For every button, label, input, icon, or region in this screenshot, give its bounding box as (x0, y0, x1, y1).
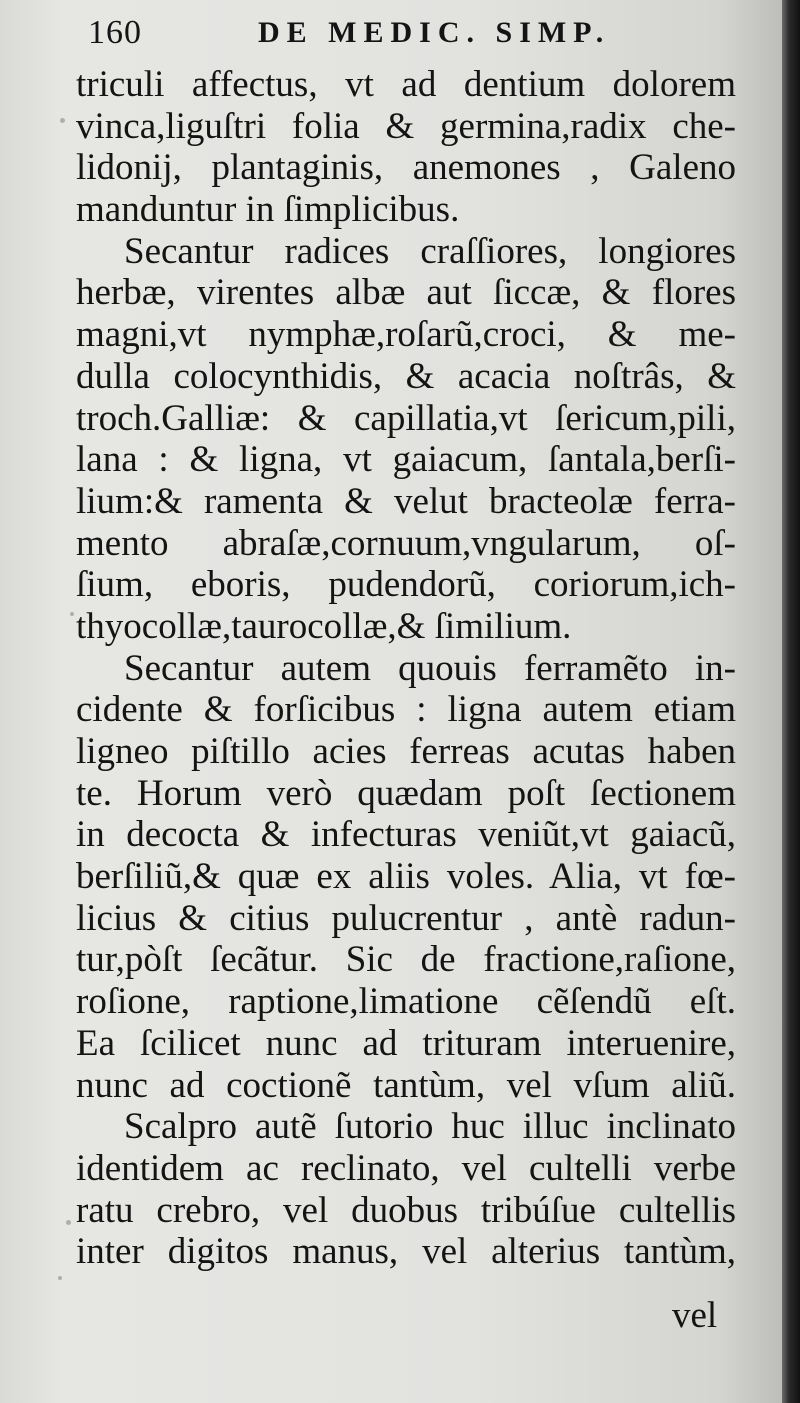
text-line: lidonij, plantaginis, anemones , Galeno (76, 147, 736, 189)
paper-speck (58, 1276, 62, 1280)
text-line: ſium, eboris, pudendorũ, coriorum,ich- (76, 564, 736, 606)
text-line: nunc ad coctionẽ tantùm, vel vſum aliũ. (76, 1064, 736, 1106)
text-line: roſione, raptione,limatione cẽſendũ eſt. (76, 981, 736, 1023)
text-line: ratu crebro, vel duobus tribúſue cultellis (76, 1189, 736, 1231)
text-line: mento abraſæ,cornuum,vngularum, oſ- (76, 522, 736, 564)
paragraph-start-line: Secantur radices craſſiores, longiores (124, 230, 736, 272)
running-head: DE MEDIC. SIMP. (258, 16, 611, 49)
text-line: berſiliũ,& quæ ex aliis voles. Alia, vt fœ- (76, 856, 736, 898)
text-line: inter digitos manus, vel alterius tantùm, (76, 1231, 736, 1273)
paper-speck (60, 118, 65, 123)
text-line: herbæ, virentes albæ aut ſiccæ, & flores (76, 272, 736, 314)
text-line: licius & citius pulucrentur , antè radun- (76, 897, 736, 939)
text-line: in decocta & infecturas veniũt,vt gaiacũ, (76, 814, 736, 856)
text-line: ligneo piſtillo acies ferreas acutas haben (76, 731, 736, 772)
text-line: vinca,liguſtri folia & germina,radix che- (76, 105, 736, 147)
paper-speck (70, 612, 74, 616)
text-line: manduntur in ſimplicibus. (76, 189, 460, 231)
text-line: magni,vt nymphæ,roſarũ,croci, & me- (76, 314, 736, 356)
text-line: cidente & forſicibus : ligna autem etiam (76, 689, 736, 731)
text-line: thyocollæ,taurocollæ,& ſimilium. (76, 605, 572, 647)
book-gutter (782, 0, 800, 1403)
text-line: Ea ſcilicet nunc ad trituram interuenire, (76, 1022, 736, 1064)
text-line: identidem ac reclinato, vel cultelli verbe (76, 1147, 736, 1189)
text-line: lana : & ligna, vt gaiacum, ſantala,berſi- (76, 439, 736, 481)
page-number: 160 (88, 14, 142, 51)
paragraph-start-line: Secantur autem quouis ferramẽto in- (124, 647, 736, 689)
paper-speck (66, 1220, 71, 1225)
catchword: vel (672, 1295, 718, 1336)
paragraph-start-line: Scalpro autẽ ſutorio huc illuc inclinato (124, 1106, 736, 1148)
text-line: lium:& ramenta & velut bracteolæ ferra- (76, 480, 736, 522)
text-line: te. Horum verò quædam poſt ſectionem (76, 772, 736, 814)
text-line: tur,pòſt ſecãtur. Sic de fractione,raſione, (76, 939, 736, 981)
text-line: triculi affectus, vt ad dentium dolorem (76, 64, 736, 105)
text-line: dulla colocynthidis, & acacia noſtrâs, & (76, 355, 736, 397)
text-line: troch.Galliæ: & capillatia,vt ſericum,pili, (76, 397, 736, 439)
page-header (88, 14, 648, 58)
body-text (76, 64, 736, 1273)
